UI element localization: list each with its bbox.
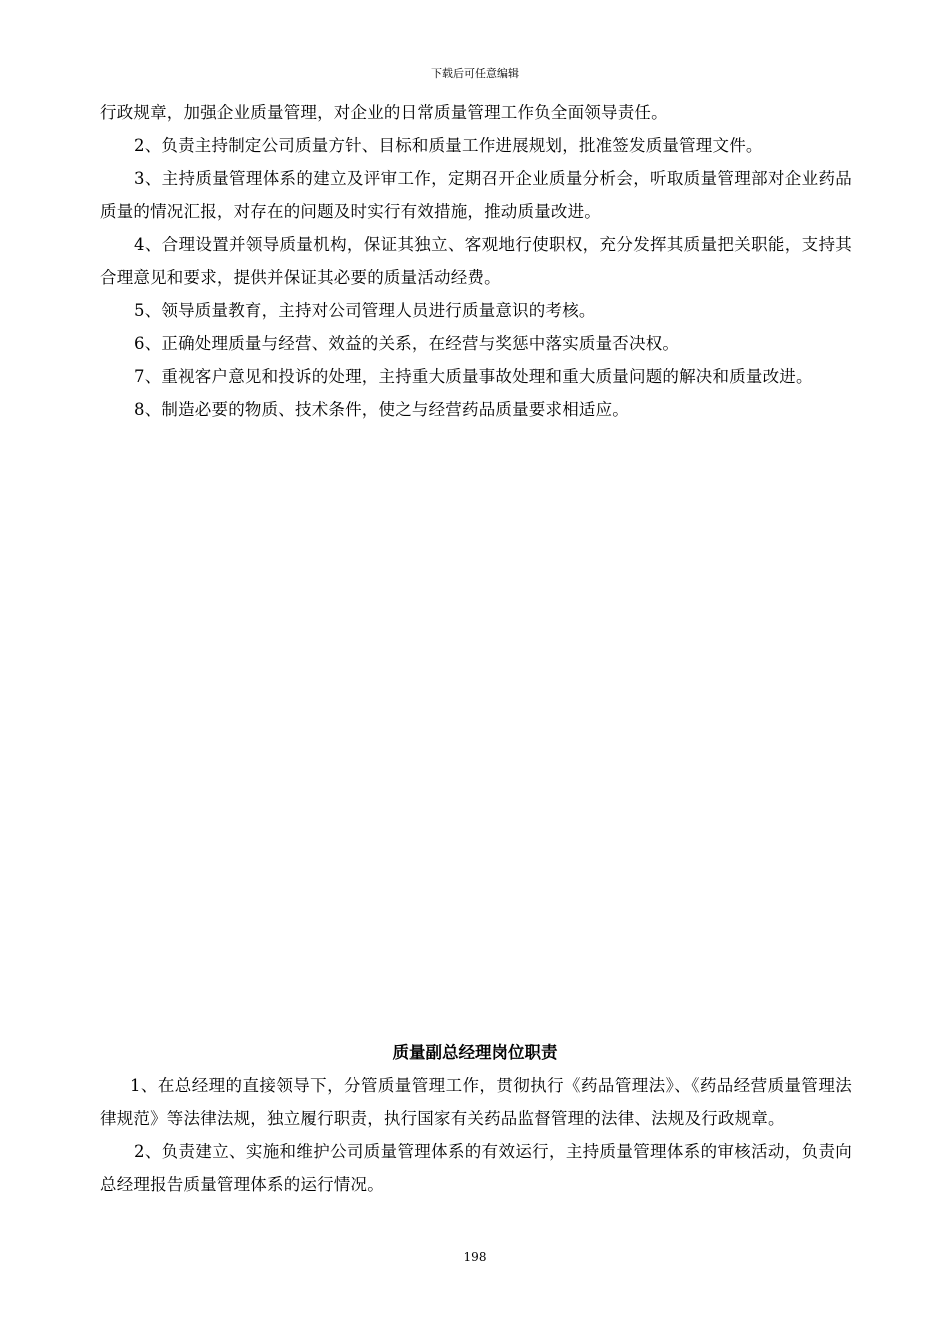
gm-duty-item: 7、重视客户意见和投诉的处理，主持重大质量事故处理和重大质量问题的解决和质量改进。 [134, 367, 813, 386]
deputy-duty-item: 1、在总经理的直接领导下，分管质量管理工作，贯彻执行《药品管理法》、《药品经营质量管理法律规范》等法律法规，独立履行职责，执行国家有关药品监督管理的法律、法规及行政规章。 [100, 1076, 852, 1128]
page-number: 198 [463, 1250, 487, 1264]
gm-duties-block [100, 96, 852, 426]
gm-duty-item: 3、主持质量管理体系的建立及评审工作，定期召开企业质量分析会，听取质量管理部对企业药品质量的情况汇报，对存在的问题及时实行有效措施，推动质量改进。 [100, 169, 852, 221]
gm-duty-item: 5、领导质量教育，主持对公司管理人员进行质量意识的考核。 [134, 301, 596, 320]
gm-duty-item: 6、正确处理质量与经营、效益的关系，在经营与奖惩中落实质量否决权。 [134, 334, 680, 353]
deputy-duty-item: 2、负责建立、实施和维护公司质量管理体系的有效运行，主持质量管理体系的审核活动，负责向总经理报告质量管理体系的运行情况。 [100, 1142, 852, 1194]
continuation-paragraph: 行政规章，加强企业质量管理，对企业的日常质量管理工作负全面领导责任。 [100, 103, 668, 122]
header-note: 下载后可任意编辑 [431, 67, 519, 80]
section-title: 质量副总经理岗位职责 [392, 1043, 558, 1062]
deputy-gm-duties-block [100, 1069, 852, 1201]
gm-duty-item: 4、合理设置并领导质量机构，保证其独立、客观地行使职权，充分发挥其质量把关职能，支持其合理意见和要求，提供并保证其必要的质量活动经费。 [100, 235, 852, 287]
gm-duty-item: 2、负责主持制定公司质量方针、目标和质量工作进展规划，批准签发质量管理文件。 [134, 136, 763, 155]
gm-duty-item: 8、制造必要的物质、技术条件，使之与经营药品质量要求相适应。 [134, 400, 629, 419]
